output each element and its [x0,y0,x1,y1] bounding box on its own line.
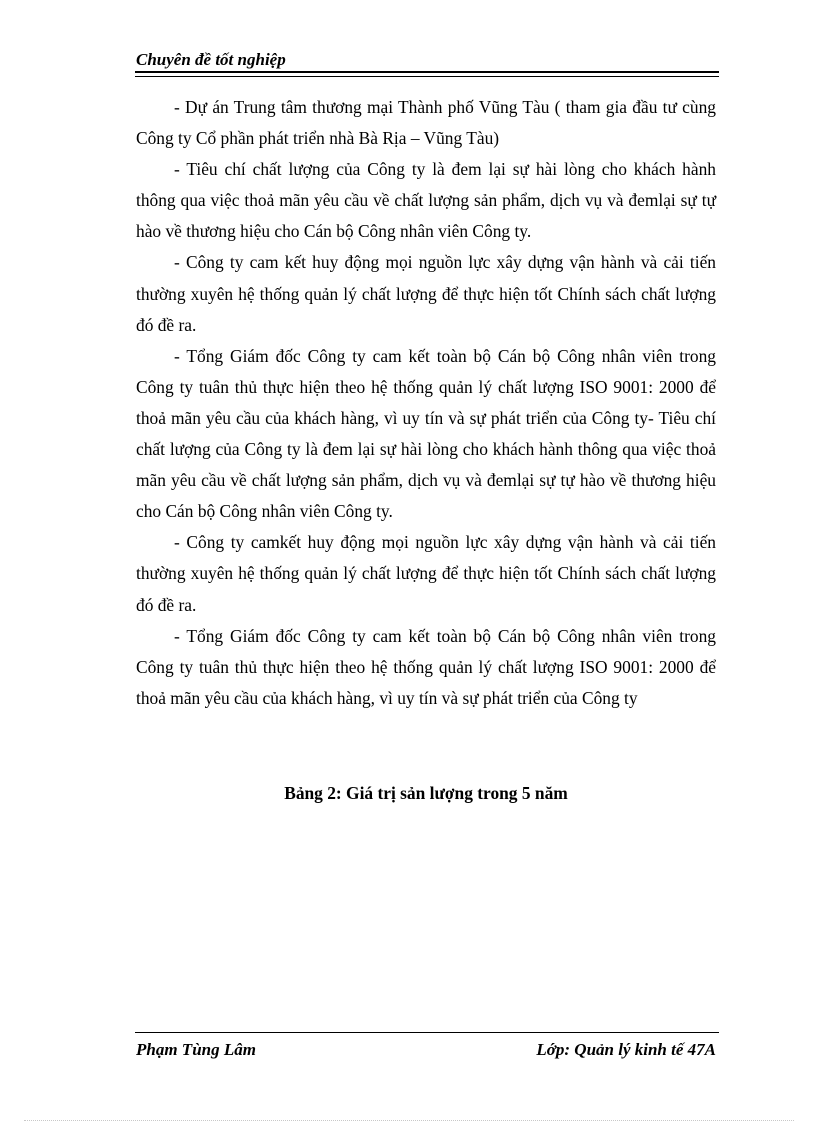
header-rule-thick [135,71,719,73]
table-caption: Bảng 2: Giá trị sản lượng trong 5 năm [284,783,568,803]
paragraph: - Công ty camkết huy động mọi nguồn lực xây dựng vận hành và cải tiến thường xuyên hệ thống quản lý chất lượng để thực hiện tốt Chính sách chất lượng đó đề ra. [136,532,716,615]
footer-author: Phạm Tùng Lâm [136,1040,256,1059]
page-bottom-edge [24,1120,794,1121]
paragraph: - Công ty cam kết huy động mọi nguồn lực xây dựng vận hành và cải tiến thường xuyên hệ thống quản lý chất lượng để thực hiện tốt Chính sách chất lượng đó đề ra. [136,252,716,335]
footer-rule [135,1032,719,1033]
body-text [136,92,716,714]
paragraph: - Tiêu chí chất lượng của Công ty là đem lại sự hài lòng cho khách hành thông qua việc thoả mãn yêu cầu về chất lượng sản phẩm, dịch vụ và đemlại sự tự hào về thương hiệu cho Cán bộ Công nhân viên Công ty. [136,159,716,242]
header-rule-thin [135,76,719,77]
header-title: Chuyên đề tốt nghiệp [136,50,286,69]
paragraph: - Tổng Giám đốc Công ty cam kết toàn bộ Cán bộ Công nhân viên trong Công ty tuân thủ thực hiện theo hệ thống quản lý chất lượng ISO 9001: 2000 để thoả mãn yêu cầu của khách hàng, vì uy tín và sự phát triển của Công ty- Tiêu chí chất lượng của Công ty là đem lại sự hài lòng cho khách hành thông qua việc thoả mãn yêu cầu về chất lượng sản phẩm, dịch vụ và đemlại sự tự hào về thương hiệu cho Cán bộ Công nhân viên Công ty. [136,345,716,522]
footer-class: Lớp: Quản lý kinh tế 47A [536,1040,716,1059]
paragraph: - Tổng Giám đốc Công ty cam kết toàn bộ Cán bộ Công nhân viên trong Công ty tuân thủ thực hiện theo hệ thống quản lý chất lượng ISO 9001: 2000 để thoả mãn yêu cầu của khách hàng, vì uy tín và sự phát triển của Công ty [136,625,716,708]
paragraph: - Dự án Trung tâm thương mại Thành phố Vũng Tàu ( tham gia đầu tư cùng Công ty Cổ phần phát triển nhà Bà Rịa – Vũng Tàu) [136,97,716,149]
